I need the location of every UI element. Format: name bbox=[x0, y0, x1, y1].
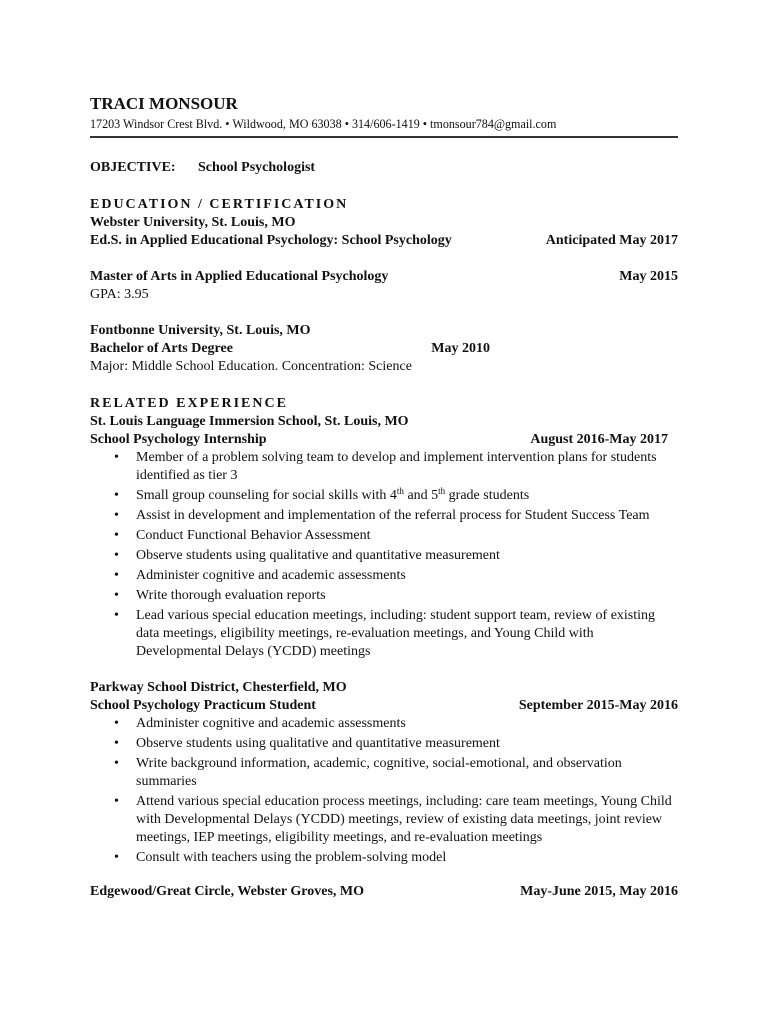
school-webster: Webster University, St. Louis, MO bbox=[90, 215, 296, 230]
education-heading: EDUCATION / CERTIFICATION bbox=[90, 197, 349, 212]
job1-org: St. Louis Language Immersion School, St. Louis, MO bbox=[90, 414, 409, 429]
degree-eds-row bbox=[90, 232, 678, 250]
resume-page bbox=[90, 94, 678, 901]
list-item: • Write thorough evaluation reports bbox=[114, 588, 326, 603]
job1-role-row bbox=[90, 431, 668, 449]
objective-label: OBJECTIVE: bbox=[90, 160, 176, 175]
job1-date: August 2016-May 2017 bbox=[530, 432, 668, 447]
header-divider bbox=[90, 136, 678, 138]
degree-ma-row bbox=[90, 268, 678, 286]
objective-line bbox=[90, 159, 678, 177]
degree-ba-date: May 2010 bbox=[431, 341, 490, 356]
job2-date: September 2015-May 2016 bbox=[518, 698, 678, 713]
job1-duties bbox=[90, 449, 678, 661]
job2-role: School Psychology Practicum Student bbox=[90, 698, 316, 713]
degree-eds: Ed.S. in Applied Educational Psychology: School Psychology bbox=[90, 233, 452, 248]
job3-org: Edgewood/Great Circle, Webster Groves, MO bbox=[90, 884, 365, 899]
major-line: Major: Middle School Education. Concentration: Science bbox=[90, 359, 412, 374]
degree-ba: Bachelor of Arts Degree bbox=[90, 341, 233, 356]
job2-org: Parkway School District, Chesterfield, MO bbox=[90, 680, 347, 695]
list-item: • Consult with teachers using the problem-solving model bbox=[114, 850, 447, 865]
job2-duties bbox=[90, 715, 678, 867]
degree-ba-row bbox=[90, 340, 490, 358]
list-item: • Member of a problem solving team to develop and implement intervention plans for students identified as tier 3 bbox=[114, 450, 657, 483]
degree-ma: Master of Arts in Applied Educational Psychology bbox=[90, 269, 389, 284]
list-item: • Observe students using qualitative and quantitative measurement bbox=[114, 736, 500, 751]
job3-date: May-June 2015, May 2016 bbox=[520, 884, 678, 899]
gpa: GPA: 3.95 bbox=[90, 287, 149, 302]
list-item: • Lead various special education meetings, including: student support team, review of existing data meetings, eligibility meetings, re-evaluation meetings, and Young Child with Developmental Delays (YCDD) meetings bbox=[114, 608, 656, 659]
list-item: • Assist in development and implementation of the referral process for Student Success Team bbox=[114, 508, 650, 523]
job3-row bbox=[90, 883, 678, 901]
degree-eds-date: Anticipated May 2017 bbox=[545, 233, 678, 248]
contact-line: 17203 Windsor Crest Blvd. • Wildwood, MO 63038 • 314/606-1419 • tmonsour784@gmail.com bbox=[90, 116, 557, 131]
list-item: • Small group counseling for social skills with 4th and 5th grade students bbox=[114, 486, 530, 503]
list-item: • Write background information, academic, cognitive, social-emotional, and observation summaries bbox=[114, 756, 622, 789]
job1-role: School Psychology Internship bbox=[90, 432, 267, 447]
list-item: • Observe students using qualitative and quantitative measurement bbox=[114, 548, 500, 563]
school-fontbonne: Fontbonne University, St. Louis, MO bbox=[90, 323, 311, 338]
job2-role-row bbox=[90, 697, 678, 715]
degree-ma-date: May 2015 bbox=[619, 269, 678, 284]
objective-value: School Psychologist bbox=[198, 160, 316, 175]
candidate-name: TRACI MONSOUR bbox=[90, 94, 238, 113]
experience-heading: RELATED EXPERIENCE bbox=[90, 396, 288, 411]
list-item: • Attend various special education process meetings, including: care team meetings, Young Child with Developmental Delays (YCDD) meetings, review of existing data meetings, joint review meetings, IEP meetings, eligibility meetings, and re-evaluation meetings bbox=[114, 794, 672, 845]
list-item: • Conduct Functional Behavior Assessment bbox=[114, 528, 371, 543]
list-item: • Administer cognitive and academic assessments bbox=[114, 716, 406, 731]
list-item: • Administer cognitive and academic assessments bbox=[114, 568, 406, 583]
